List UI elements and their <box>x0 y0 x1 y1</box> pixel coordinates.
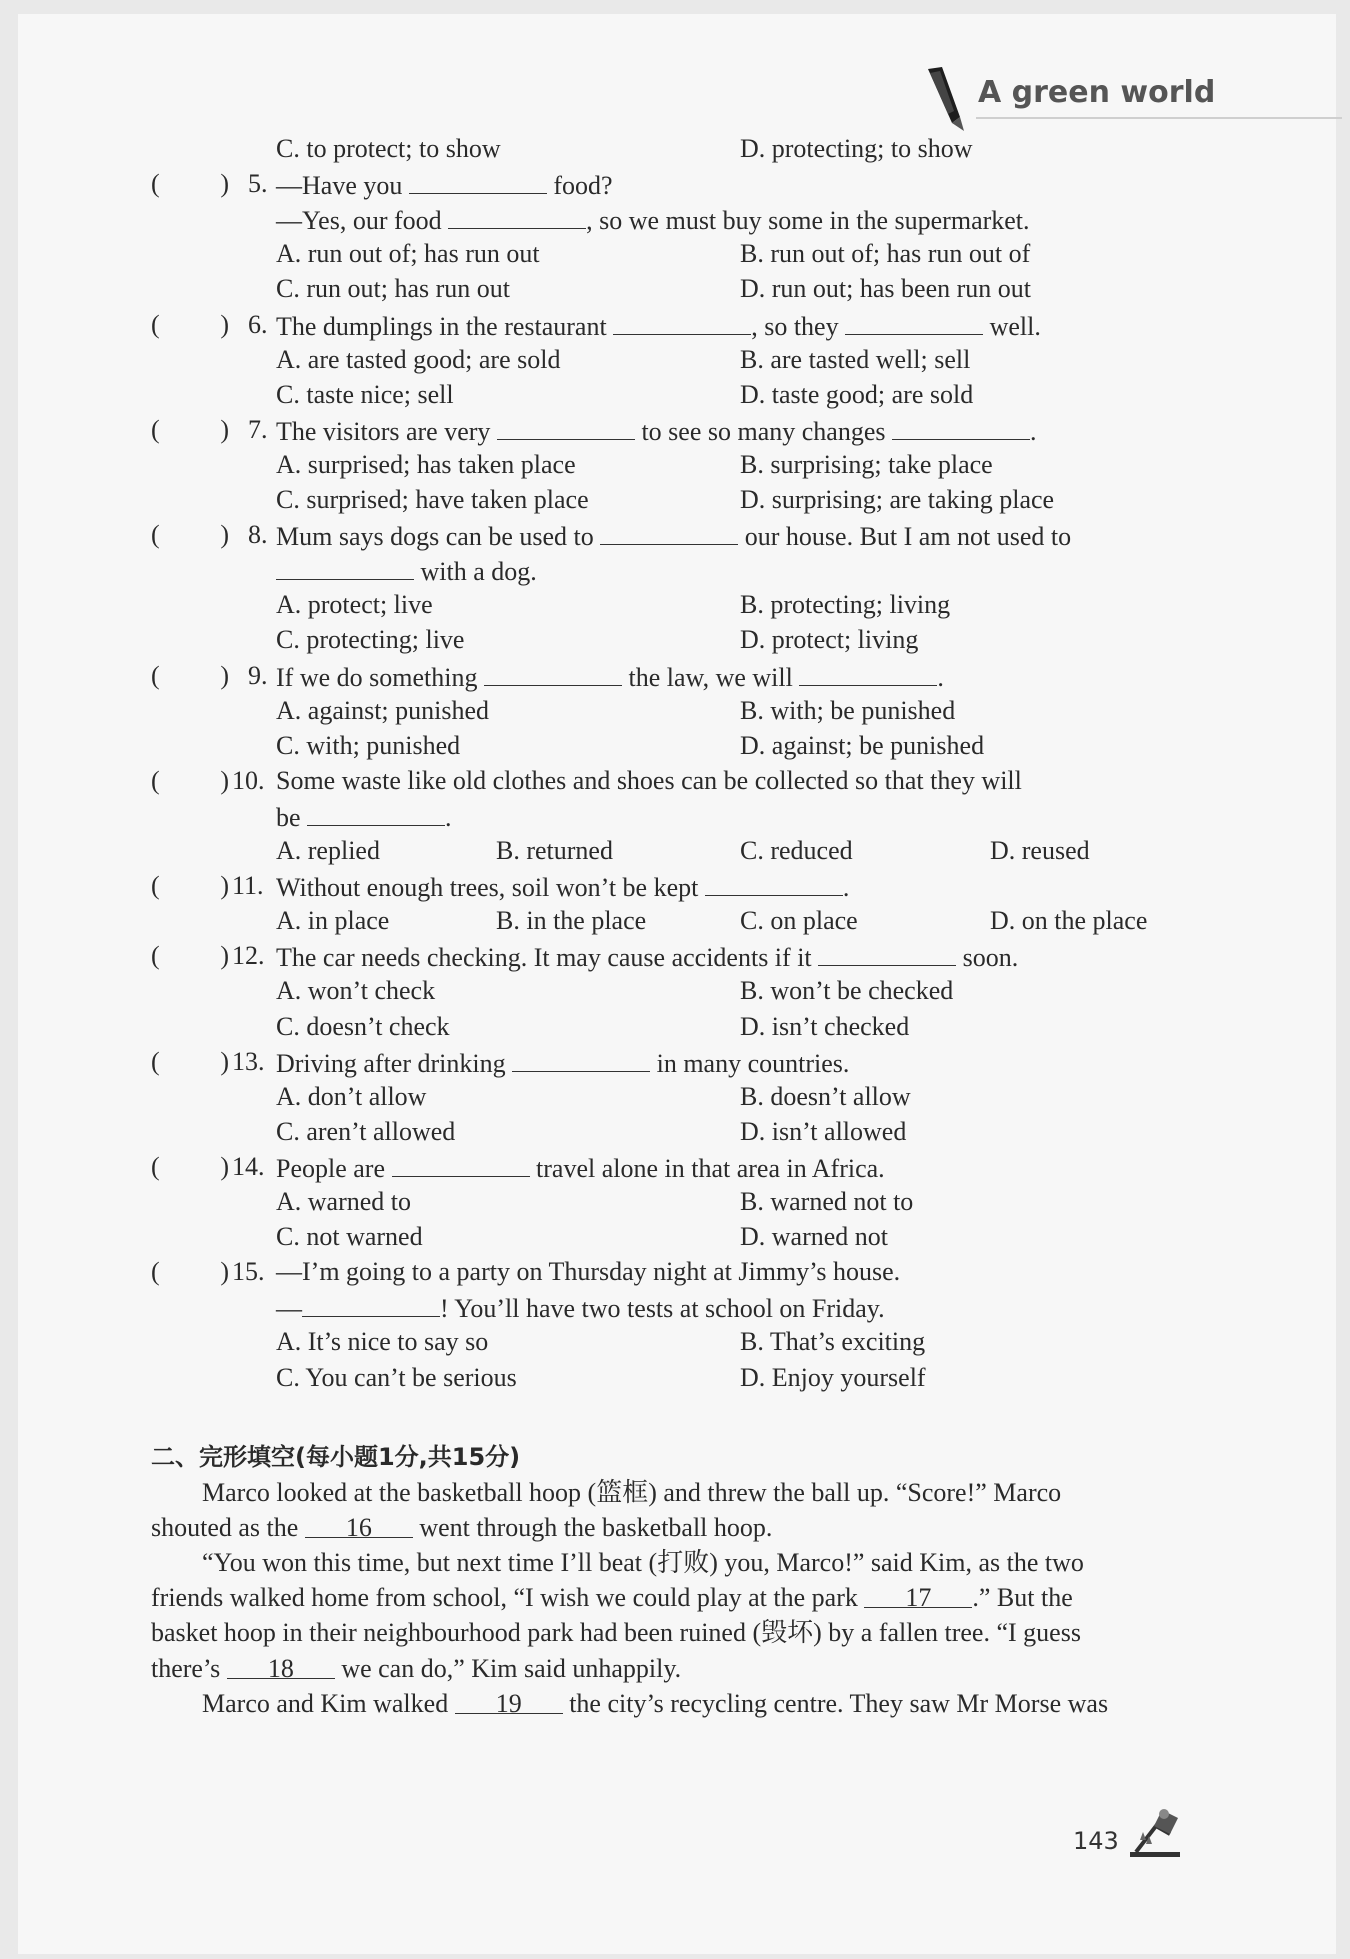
header-title: A green world <box>978 75 1216 110</box>
question-stem-line <box>276 1254 900 1289</box>
answer-option[interactable]: B. That’s exciting <box>740 1327 926 1357</box>
answer-option[interactable]: B. protecting; living <box>740 590 951 620</box>
answer-option[interactable]: C. on place <box>740 906 858 936</box>
answer-option[interactable]: D. reused <box>990 836 1090 865</box>
text-run: . <box>1029 416 1037 446</box>
answer-option[interactable]: B. are tasted well; sell <box>740 344 971 374</box>
answer-option[interactable]: A. in place <box>276 906 390 936</box>
answer-option[interactable]: D. taste good; are sold <box>740 379 974 409</box>
answer-option[interactable]: A. surprised; has taken place <box>276 449 576 479</box>
answer-option[interactable]: A. It’s nice to say so <box>276 1327 489 1357</box>
answer-option[interactable]: C. reduced <box>740 836 853 865</box>
text-run: went through the basketball hoop. <box>412 1513 773 1543</box>
passage-line <box>202 1545 1084 1580</box>
answer-option[interactable]: D. protecting; to show <box>740 134 973 163</box>
question-stem-line <box>276 1289 885 1324</box>
answer-blank[interactable] <box>484 658 622 686</box>
question-stem-line <box>276 166 613 201</box>
cloze-blank[interactable]: 17 <box>864 1580 972 1608</box>
page-number: 143 <box>1073 1827 1119 1855</box>
answer-option[interactable]: D. isn’t checked <box>740 1011 910 1041</box>
answer-option[interactable]: C. doesn’t check <box>276 1011 450 1041</box>
text-run: . <box>445 802 452 832</box>
question-stem-line <box>276 552 537 587</box>
answer-option[interactable]: C. You can’t be serious <box>276 1362 517 1392</box>
passage-line <box>151 1615 1081 1650</box>
text-run: travel alone in that area in Africa. <box>529 1153 885 1183</box>
question-stem-line <box>276 868 849 903</box>
answer-option[interactable]: A. won’t check <box>276 976 436 1006</box>
text-run: well. <box>983 311 1041 341</box>
text-run: there’s <box>151 1653 227 1683</box>
answer-blank[interactable] <box>497 412 635 440</box>
text-run: to see so many changes <box>634 416 892 446</box>
answer-option[interactable]: A. run out of; has run out <box>276 239 540 269</box>
answer-blank[interactable] <box>600 517 738 545</box>
question-stem-line <box>276 658 944 693</box>
question-number: 14. <box>232 1151 265 1181</box>
answer-option[interactable]: D. warned not <box>740 1222 889 1252</box>
question-number: 13. <box>232 1046 265 1076</box>
answer-option[interactable]: B. doesn’t allow <box>740 1081 911 1111</box>
question-stem-line <box>276 1044 849 1079</box>
text-run: be <box>276 802 308 832</box>
cloze-blank[interactable]: 19 <box>455 1686 563 1714</box>
answer-option[interactable]: A. are tasted good; are sold <box>276 344 561 374</box>
answer-option[interactable]: C. protecting; live <box>276 625 465 655</box>
answer-bracket[interactable]: ( ) <box>151 520 229 550</box>
answer-option[interactable]: D. protect; living <box>740 625 919 655</box>
answer-blank[interactable] <box>392 1149 530 1177</box>
question-number: 6. <box>248 309 268 339</box>
text-run: The car needs checking. It may cause accidents if it <box>276 943 819 973</box>
question-number: 9. <box>248 660 268 690</box>
text-run: . <box>842 873 850 903</box>
text-run: basket hoop in their neighbourhood park had been ruined (毁坏) by a fallen tree. “I guess <box>151 1618 1081 1648</box>
text-run: soon. <box>956 943 1019 973</box>
answer-option[interactable]: B. with; be punished <box>740 695 956 725</box>
answer-option[interactable]: C. to protect; to show <box>276 134 501 163</box>
question-number: 8. <box>248 520 268 550</box>
answer-blank[interactable] <box>613 307 751 335</box>
question-number: 5. <box>248 169 268 199</box>
answer-option[interactable]: B. in the place <box>496 906 647 936</box>
answer-option[interactable]: A. protect; live <box>276 590 433 620</box>
question-stem-line <box>276 798 452 833</box>
passage-line <box>202 1475 1061 1510</box>
text-run: ! You’ll have two tests at school on Friday. <box>440 1294 885 1324</box>
passage-line <box>151 1651 681 1686</box>
answer-bracket[interactable]: ( ) <box>151 309 229 339</box>
text-run: we can do,” Kim said unhappily. <box>334 1653 682 1683</box>
answer-option[interactable]: D. on the place <box>990 906 1148 936</box>
answer-blank[interactable] <box>307 798 445 826</box>
answer-option[interactable]: A. don’t allow <box>276 1081 427 1111</box>
text-run: The dumplings in the restaurant <box>276 311 614 341</box>
question-number: 10. <box>232 765 265 795</box>
question-stem-line <box>276 307 1041 342</box>
answer-bracket[interactable]: ( ) <box>151 169 229 199</box>
question-stem-line <box>276 763 1022 798</box>
question-stem-line <box>276 412 1036 447</box>
text-run: our house. But I am not used to <box>738 522 1072 552</box>
answer-option[interactable]: D. surprising; are taking place <box>740 485 1055 514</box>
text-run: .” But the <box>972 1583 1073 1613</box>
lamp-icon <box>1126 1804 1184 1860</box>
answer-blank[interactable] <box>818 938 956 966</box>
answer-blank[interactable] <box>705 868 843 896</box>
cloze-blank[interactable]: 18 <box>227 1651 335 1679</box>
answer-bracket[interactable]: ( ) <box>151 1151 229 1181</box>
answer-blank[interactable] <box>512 1044 650 1072</box>
passage-line <box>151 1580 1073 1615</box>
answer-blank[interactable] <box>302 1289 440 1317</box>
text-run: the city’s recycling centre. They saw Mr Morse was <box>562 1688 1109 1718</box>
text-run: , so we must buy some in the supermarket. <box>586 206 1030 236</box>
answer-option[interactable]: D. run out; has been run out <box>740 274 1032 304</box>
text-run: Driving after drinking <box>276 1048 513 1078</box>
text-run: Mum says dogs can be used to <box>276 522 601 552</box>
passage-line <box>151 1510 772 1545</box>
answer-option[interactable]: C. taste nice; sell <box>276 379 454 409</box>
answer-blank[interactable] <box>276 552 414 580</box>
text-run: friends walked home from school, “I wish we could play at the park <box>151 1583 865 1613</box>
answer-option[interactable]: A. replied <box>276 836 380 865</box>
text-run: — <box>276 1294 302 1324</box>
text-run: in many countries. <box>650 1048 850 1078</box>
passage-line <box>202 1686 1108 1721</box>
text-run: —I’m going to a party on Thursday night at Jimmy’s house. <box>276 1257 901 1287</box>
text-run: “You won this time, but next time I’ll beat (打败) you, Marco!” said Kim, as the two <box>202 1548 1084 1578</box>
answer-option[interactable]: D. isn’t allowed <box>740 1116 907 1146</box>
answer-blank[interactable] <box>409 166 547 194</box>
text-run: the law, we will <box>621 662 800 692</box>
answer-bracket[interactable]: ( ) <box>151 660 229 690</box>
answer-option[interactable]: B. run out of; has run out of <box>740 239 1031 269</box>
answer-option[interactable]: D. Enjoy yourself <box>740 1362 926 1392</box>
question-number: 15. <box>232 1257 265 1287</box>
answer-bracket[interactable]: ( ) <box>151 1257 229 1287</box>
answer-bracket[interactable]: ( ) <box>151 765 229 795</box>
question-stem-line <box>276 1149 885 1184</box>
question-number: 12. <box>232 941 265 971</box>
answer-option[interactable]: C. run out; has run out <box>276 274 510 304</box>
text-run: —Yes, our food <box>276 206 449 236</box>
answer-blank[interactable] <box>892 412 1030 440</box>
text-run: Marco looked at the basketball hoop (篮框) and threw the ball up. “Score!” Marco <box>202 1478 1062 1507</box>
section-title: 二、完形填空(每小题1分,共15分) <box>151 1443 521 1471</box>
text-run: Without enough trees, soil won’t be kept <box>276 873 705 903</box>
question-stem-line <box>276 517 1071 552</box>
answer-option[interactable]: C. with; punished <box>276 730 461 760</box>
answer-option[interactable]: D. against; be punished <box>740 730 985 760</box>
answer-option[interactable]: A. against; punished <box>276 695 490 725</box>
answer-option[interactable]: C. surprised; have taken place <box>276 485 589 514</box>
question-number: 7. <box>248 414 268 444</box>
answer-blank[interactable] <box>448 201 586 229</box>
answer-option[interactable]: B. warned not to <box>740 1187 914 1216</box>
answer-bracket[interactable]: ( ) <box>151 1046 229 1076</box>
text-run: People are <box>276 1153 392 1183</box>
question-stem-line <box>276 938 1018 973</box>
cloze-blank[interactable]: 16 <box>305 1510 413 1538</box>
text-run: with a dog. <box>414 557 537 587</box>
text-run: food? <box>546 171 613 201</box>
question-stem-line <box>276 201 1030 236</box>
text-run: —Have you <box>276 171 409 201</box>
answer-option[interactable]: B. surprising; take place <box>740 449 993 479</box>
text-run: Some waste like old clothes and shoes can be collected so that they will <box>276 765 1022 795</box>
answer-option[interactable]: B. won’t be checked <box>740 976 954 1006</box>
answer-option[interactable]: A. warned to <box>276 1187 412 1216</box>
answer-blank[interactable] <box>799 658 937 686</box>
answer-option[interactable]: C. aren’t allowed <box>276 1116 456 1146</box>
text-run: If we do something <box>276 662 484 692</box>
text-run: The visitors are very <box>276 416 497 446</box>
answer-option[interactable]: C. not warned <box>276 1222 423 1252</box>
answer-bracket[interactable]: ( ) <box>151 941 229 971</box>
question-number: 11. <box>232 871 264 901</box>
text-run: Marco and Kim walked <box>202 1688 455 1718</box>
answer-option[interactable]: B. returned <box>496 836 613 865</box>
text-run: . <box>937 662 944 692</box>
answer-bracket[interactable]: ( ) <box>151 414 229 444</box>
text-run: , so they <box>751 311 846 341</box>
answer-blank[interactable] <box>845 307 983 335</box>
answer-bracket[interactable]: ( ) <box>151 871 229 901</box>
text-run: shouted as the <box>151 1513 305 1543</box>
